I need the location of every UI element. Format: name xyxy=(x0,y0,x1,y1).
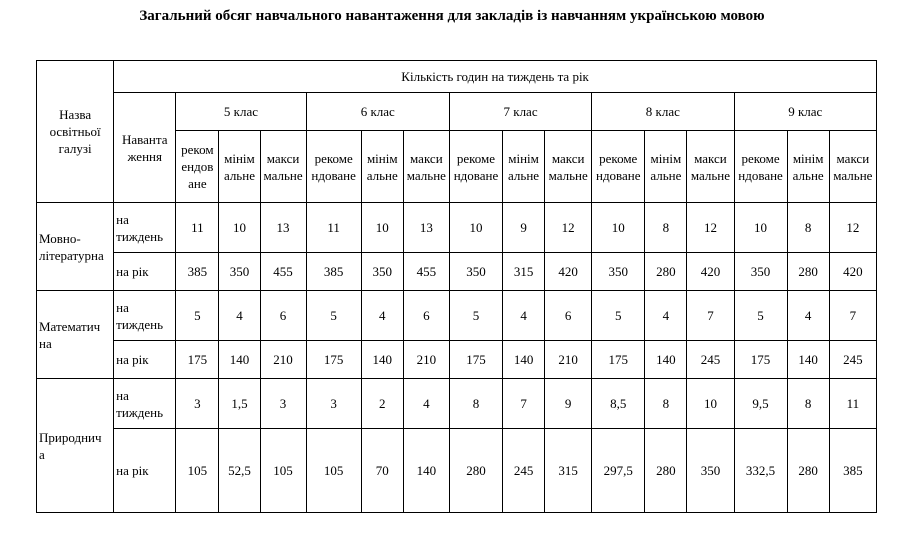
value-cell: 140 xyxy=(403,429,449,513)
subheader-maximal xyxy=(403,131,449,203)
value-cell: 350 xyxy=(361,253,403,291)
value-cell: 105 xyxy=(306,429,361,513)
value-cell: 385 xyxy=(829,429,876,513)
value-cell: 420 xyxy=(545,253,592,291)
subheader-line: ндоване xyxy=(311,167,356,183)
subheader-maximal xyxy=(829,131,876,203)
value-cell: 10 xyxy=(734,203,787,253)
value-cell: 5 xyxy=(449,291,502,341)
header-class-7: 7 клас xyxy=(449,93,591,131)
period-cell xyxy=(114,341,176,379)
subheader-line: мальне xyxy=(690,167,731,183)
period-cell xyxy=(114,429,176,513)
subheader-line: мінім xyxy=(224,150,255,166)
subheader-line: мінім xyxy=(792,150,824,166)
value-cell: 315 xyxy=(545,429,592,513)
value-cell: 8,5 xyxy=(592,379,645,429)
value-cell: 8 xyxy=(645,203,687,253)
value-cell: 210 xyxy=(545,341,592,379)
value-cell: 280 xyxy=(787,253,829,291)
subheader-line: рекоме xyxy=(456,150,496,166)
subject-cell xyxy=(37,203,114,291)
header-load xyxy=(114,93,176,203)
value-cell: 4 xyxy=(645,291,687,341)
subheader-line: рекоме xyxy=(741,150,780,166)
subheader-line: макси xyxy=(266,150,300,166)
subheader-line: ндоване xyxy=(453,167,499,183)
period-line: на xyxy=(116,387,129,403)
period-line: тиждень xyxy=(116,404,164,420)
subheader-line: альне xyxy=(650,167,682,183)
value-cell: 7 xyxy=(503,379,545,429)
value-cell: 70 xyxy=(361,429,403,513)
value-cell: 6 xyxy=(403,291,449,341)
subheader-minimal xyxy=(503,131,545,203)
value-cell: 280 xyxy=(645,429,687,513)
value-cell: 11 xyxy=(306,203,361,253)
value-cell: 5 xyxy=(592,291,645,341)
subheader-maximal xyxy=(545,131,592,203)
subheader-recommended xyxy=(176,131,219,203)
value-cell: 6 xyxy=(260,291,306,341)
value-cell: 140 xyxy=(219,341,260,379)
subheader-minimal xyxy=(787,131,829,203)
subheader-line: реком xyxy=(181,142,214,157)
period-line: тиждень xyxy=(116,228,164,244)
value-cell: 140 xyxy=(361,341,403,379)
subject-line: Природнич xyxy=(39,429,102,445)
value-cell: 3 xyxy=(176,379,219,429)
value-cell: 420 xyxy=(829,253,876,291)
value-cell: 350 xyxy=(734,253,787,291)
value-cell: 5 xyxy=(734,291,787,341)
subheader-line: мальне xyxy=(406,167,446,183)
value-cell: 10 xyxy=(219,203,260,253)
subheader-line: ндоване xyxy=(595,167,641,183)
subject-line: Мовно- xyxy=(39,230,81,246)
value-cell: 140 xyxy=(787,341,829,379)
value-cell: 140 xyxy=(645,341,687,379)
subheader-line: рекоме xyxy=(599,150,638,166)
value-cell: 350 xyxy=(449,253,502,291)
value-cell: 8 xyxy=(787,203,829,253)
page-title: Загальний обсяг навчального навантаження для закладів із навчанням українською мовою xyxy=(139,8,765,24)
subheader-line: альне xyxy=(792,167,824,183)
subheader-line: мальне xyxy=(833,167,873,183)
value-cell: 10 xyxy=(592,203,645,253)
period-cell xyxy=(114,253,176,291)
value-cell: 315 xyxy=(503,253,545,291)
header-field-line: освітньої xyxy=(49,124,101,139)
value-cell: 4 xyxy=(403,379,449,429)
value-cell: 9,5 xyxy=(734,379,787,429)
header-hours: Кількість годин на тиждень та рік xyxy=(114,61,877,93)
value-cell: 10 xyxy=(361,203,403,253)
value-cell: 175 xyxy=(176,341,219,379)
value-cell: 2 xyxy=(361,379,403,429)
value-cell: 455 xyxy=(260,253,306,291)
subject-line: літературна xyxy=(39,247,104,263)
subheader-line: альне xyxy=(366,167,398,183)
value-cell: 4 xyxy=(787,291,829,341)
period-line: на рік xyxy=(116,352,149,367)
value-cell: 350 xyxy=(219,253,260,291)
value-cell: 52,5 xyxy=(219,429,260,513)
value-cell: 385 xyxy=(176,253,219,291)
value-cell: 6 xyxy=(545,291,592,341)
header-load-line: ження xyxy=(127,148,162,164)
value-cell: 7 xyxy=(829,291,876,341)
subject-line: Математич xyxy=(39,318,101,334)
value-cell: 10 xyxy=(687,379,734,429)
value-cell: 210 xyxy=(260,341,306,379)
value-cell: 3 xyxy=(306,379,361,429)
value-cell: 12 xyxy=(545,203,592,253)
subheader-line: мінім xyxy=(650,150,682,166)
table-row xyxy=(37,253,877,291)
value-cell: 210 xyxy=(403,341,449,379)
value-cell: 11 xyxy=(176,203,219,253)
value-cell: 3 xyxy=(260,379,306,429)
subheader-line: рекоме xyxy=(314,150,353,166)
value-cell: 105 xyxy=(176,429,219,513)
header-class-9: 9 клас xyxy=(734,93,877,131)
header-field-line: Назва xyxy=(59,107,92,122)
subject-cell xyxy=(37,291,114,379)
value-cell: 350 xyxy=(592,253,645,291)
subheader-minimal xyxy=(219,131,260,203)
value-cell: 455 xyxy=(403,253,449,291)
header-load-line: Наванта xyxy=(122,131,168,147)
value-cell: 8 xyxy=(449,379,502,429)
value-cell: 11 xyxy=(829,379,876,429)
value-cell: 175 xyxy=(306,341,361,379)
table-row xyxy=(37,291,877,341)
subheader-line: ндоване xyxy=(738,167,783,183)
subheader-line: мінім xyxy=(508,150,539,166)
header-class-5: 5 клас xyxy=(176,93,306,131)
value-cell: 245 xyxy=(687,341,734,379)
header-class-6: 6 клас xyxy=(306,93,449,131)
subheader-line: макси xyxy=(836,150,870,166)
table-row xyxy=(37,429,877,513)
subheader-recommended xyxy=(734,131,787,203)
value-cell: 350 xyxy=(687,429,734,513)
value-cell: 280 xyxy=(645,253,687,291)
value-cell: 12 xyxy=(687,203,734,253)
subheader-recommended xyxy=(449,131,502,203)
value-cell: 4 xyxy=(361,291,403,341)
value-cell: 175 xyxy=(734,341,787,379)
subject-line: на xyxy=(39,335,52,351)
value-cell: 5 xyxy=(306,291,361,341)
value-cell: 12 xyxy=(829,203,876,253)
subheader-recommended xyxy=(306,131,361,203)
value-cell: 297,5 xyxy=(592,429,645,513)
value-cell: 1,5 xyxy=(219,379,260,429)
table-row xyxy=(37,379,877,429)
header-field-line: галузі xyxy=(58,141,92,156)
value-cell: 245 xyxy=(829,341,876,379)
subheader-minimal xyxy=(645,131,687,203)
subheader-line: альне xyxy=(508,167,540,183)
period-line: на рік xyxy=(116,463,149,478)
load-table xyxy=(36,60,877,513)
table-row xyxy=(37,203,877,253)
subheader-line: ане xyxy=(188,176,207,191)
value-cell: 8 xyxy=(787,379,829,429)
value-cell: 245 xyxy=(503,429,545,513)
table-row xyxy=(37,341,877,379)
value-cell: 7 xyxy=(687,291,734,341)
subheader-line: макси xyxy=(410,150,443,166)
value-cell: 13 xyxy=(403,203,449,253)
value-cell: 280 xyxy=(449,429,502,513)
value-cell: 140 xyxy=(503,341,545,379)
value-cell: 9 xyxy=(503,203,545,253)
value-cell: 175 xyxy=(592,341,645,379)
value-cell: 280 xyxy=(787,429,829,513)
subheader-line: макси xyxy=(551,150,585,166)
value-cell: 8 xyxy=(645,379,687,429)
subject-line: а xyxy=(39,446,45,462)
period-cell xyxy=(114,203,176,253)
period-line: на xyxy=(116,299,129,315)
value-cell: 385 xyxy=(306,253,361,291)
value-cell: 105 xyxy=(260,429,306,513)
subheader-line: макси xyxy=(694,150,727,166)
value-cell: 4 xyxy=(219,291,260,341)
period-line: на рік xyxy=(116,264,149,279)
subject-cell xyxy=(37,379,114,513)
period-line: на xyxy=(116,211,129,227)
period-cell xyxy=(114,379,176,429)
subheader-line: мінім xyxy=(366,150,398,166)
header-field xyxy=(37,61,114,203)
subheader-line: ендов xyxy=(181,159,214,174)
value-cell: 5 xyxy=(176,291,219,341)
value-cell: 13 xyxy=(260,203,306,253)
subheader-line: мальне xyxy=(548,167,588,183)
subheader-maximal xyxy=(687,131,734,203)
period-cell xyxy=(114,291,176,341)
subheader-line: альне xyxy=(223,167,255,183)
subheader-line: мальне xyxy=(263,167,303,183)
subheader-recommended xyxy=(592,131,645,203)
value-cell: 4 xyxy=(503,291,545,341)
value-cell: 175 xyxy=(449,341,502,379)
subheader-minimal xyxy=(361,131,403,203)
value-cell: 10 xyxy=(449,203,502,253)
period-line: тиждень xyxy=(116,316,164,332)
header-class-8: 8 клас xyxy=(592,93,734,131)
subheader-maximal xyxy=(260,131,306,203)
value-cell: 420 xyxy=(687,253,734,291)
value-cell: 9 xyxy=(545,379,592,429)
value-cell: 332,5 xyxy=(734,429,787,513)
